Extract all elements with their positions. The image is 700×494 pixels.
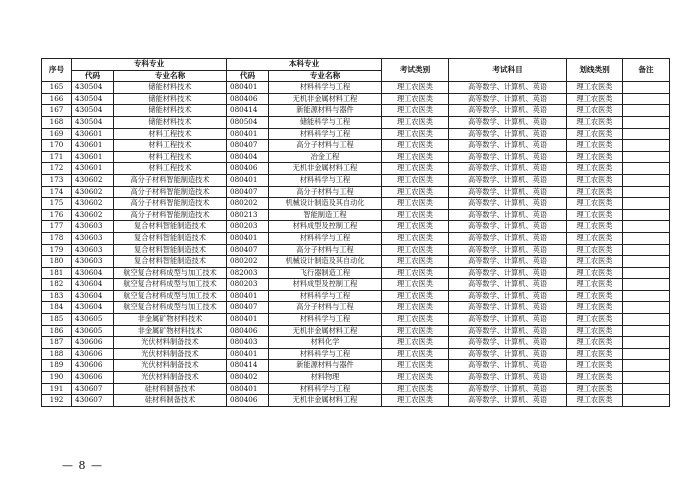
row-line-type: 理工农医类 — [567, 337, 623, 349]
row-line-type: 理工农医类 — [567, 209, 623, 221]
row-seq: 175 — [42, 198, 72, 210]
row-junior-name: 高分子材料智能制造技术 — [114, 174, 227, 186]
row-exam-subjects: 高等数学、计算机、英语 — [449, 348, 567, 360]
row-exam-type: 理工农医类 — [382, 395, 449, 407]
row-bachelor-code: 080406 — [227, 325, 269, 337]
header-junior-code: 代码 — [72, 70, 114, 82]
row-bachelor-code: 080202 — [227, 256, 269, 268]
row-exam-type: 理工农医类 — [382, 360, 449, 372]
row-junior-name: 复合材料智能制造技术 — [114, 221, 227, 233]
row-exam-type: 理工农医类 — [382, 209, 449, 221]
row-line-type: 理工农医类 — [567, 151, 623, 163]
row-seq: 189 — [42, 360, 72, 372]
row-bachelor-code: 080406 — [227, 163, 269, 175]
table-row — [42, 163, 670, 175]
row-bachelor-name: 无机非金属材料工程 — [269, 163, 382, 175]
row-bachelor-name: 无机非金属材料工程 — [269, 325, 382, 337]
header-exam-type: 考试类别 — [382, 59, 449, 82]
row-bachelor-name: 材料化学 — [269, 337, 382, 349]
row-remark — [623, 337, 670, 349]
row-bachelor-code: 080202 — [227, 198, 269, 210]
table-row — [42, 174, 670, 186]
row-exam-subjects: 高等数学、计算机、英语 — [449, 279, 567, 291]
row-remark — [623, 302, 670, 314]
row-remark — [623, 325, 670, 337]
table-row — [42, 372, 670, 384]
row-exam-subjects: 高等数学、计算机、英语 — [449, 128, 567, 140]
row-exam-subjects: 高等数学、计算机、英语 — [449, 256, 567, 268]
row-line-type: 理工农医类 — [567, 93, 623, 105]
row-exam-type: 理工农医类 — [382, 140, 449, 152]
row-bachelor-name: 无机非金属材料工程 — [269, 395, 382, 407]
row-remark — [623, 348, 670, 360]
row-seq: 188 — [42, 348, 72, 360]
row-bachelor-code: 080407 — [227, 186, 269, 198]
row-exam-subjects: 高等数学、计算机、英语 — [449, 244, 567, 256]
row-junior-code: 430603 — [72, 244, 114, 256]
row-junior-name: 复合材料智能制造技术 — [114, 232, 227, 244]
row-junior-code: 430504 — [72, 82, 114, 94]
row-bachelor-code: 080213 — [227, 209, 269, 221]
row-junior-name: 航空复合材料成型与加工技术 — [114, 267, 227, 279]
row-seq: 167 — [42, 105, 72, 117]
row-exam-subjects: 高等数学、计算机、英语 — [449, 314, 567, 326]
row-exam-type: 理工农医类 — [382, 302, 449, 314]
row-line-type: 理工农医类 — [567, 82, 623, 94]
row-remark — [623, 140, 670, 152]
table-row — [42, 151, 670, 163]
row-junior-name: 储能材料技术 — [114, 93, 227, 105]
table-row — [42, 383, 670, 395]
row-remark — [623, 151, 670, 163]
table-row — [42, 325, 670, 337]
row-seq: 177 — [42, 221, 72, 233]
row-junior-code: 430604 — [72, 267, 114, 279]
table-row — [42, 395, 670, 407]
table-row — [42, 267, 670, 279]
row-exam-subjects: 高等数学、计算机、英语 — [449, 116, 567, 128]
row-bachelor-name: 储能科学与工程 — [269, 116, 382, 128]
table-row — [42, 198, 670, 210]
row-seq: 186 — [42, 325, 72, 337]
row-exam-subjects: 高等数学、计算机、英语 — [449, 209, 567, 221]
row-bachelor-name: 无机非金属材料工程 — [269, 93, 382, 105]
row-seq: 187 — [42, 337, 72, 349]
row-remark — [623, 232, 670, 244]
row-exam-type: 理工农医类 — [382, 105, 449, 117]
row-junior-name: 储能材料技术 — [114, 116, 227, 128]
row-exam-subjects: 高等数学、计算机、英语 — [449, 140, 567, 152]
row-bachelor-code: 080203 — [227, 279, 269, 291]
row-exam-subjects: 高等数学、计算机、英语 — [449, 395, 567, 407]
row-remark — [623, 383, 670, 395]
row-junior-name: 复合材料智能制造技术 — [114, 244, 227, 256]
row-junior-code: 430606 — [72, 348, 114, 360]
table-row — [42, 93, 670, 105]
row-bachelor-code: 080407 — [227, 244, 269, 256]
row-exam-subjects: 高等数学、计算机、英语 — [449, 93, 567, 105]
row-bachelor-code: 080406 — [227, 93, 269, 105]
row-seq: 176 — [42, 209, 72, 221]
header-junior-major: 专科专业 — [72, 59, 227, 71]
row-seq: 165 — [42, 82, 72, 94]
page-number: — 8 — — [62, 459, 103, 472]
row-bachelor-name: 材料科学与工程 — [269, 314, 382, 326]
row-line-type: 理工农医类 — [567, 256, 623, 268]
row-exam-type: 理工农医类 — [382, 383, 449, 395]
row-exam-type: 理工农医类 — [382, 372, 449, 384]
table-row — [42, 140, 670, 152]
row-line-type: 理工农医类 — [567, 198, 623, 210]
row-junior-name: 航空复合材料成型与加工技术 — [114, 279, 227, 291]
row-remark — [623, 314, 670, 326]
row-exam-subjects: 高等数学、计算机、英语 — [449, 163, 567, 175]
table-row — [42, 232, 670, 244]
row-line-type: 理工农医类 — [567, 290, 623, 302]
row-bachelor-name: 材料科学与工程 — [269, 174, 382, 186]
row-bachelor-code: 080401 — [227, 314, 269, 326]
table-row — [42, 116, 670, 128]
row-remark — [623, 360, 670, 372]
row-junior-code: 430604 — [72, 279, 114, 291]
row-exam-subjects: 高等数学、计算机、英语 — [449, 383, 567, 395]
row-bachelor-code: 080203 — [227, 221, 269, 233]
row-bachelor-name: 机械设计制造及其自动化 — [269, 198, 382, 210]
table-row — [42, 290, 670, 302]
row-seq: 178 — [42, 232, 72, 244]
row-junior-code: 430604 — [72, 290, 114, 302]
row-junior-code: 430605 — [72, 314, 114, 326]
header-bachelor-name: 专业名称 — [269, 70, 382, 82]
row-exam-type: 理工农医类 — [382, 232, 449, 244]
row-junior-code: 430601 — [72, 163, 114, 175]
row-junior-code: 430602 — [72, 186, 114, 198]
row-bachelor-name: 高分子材料与工程 — [269, 244, 382, 256]
row-exam-subjects: 高等数学、计算机、英语 — [449, 232, 567, 244]
row-junior-code: 430504 — [72, 105, 114, 117]
row-exam-type: 理工农医类 — [382, 163, 449, 175]
row-exam-type: 理工农医类 — [382, 186, 449, 198]
row-bachelor-name: 材料科学与工程 — [269, 383, 382, 395]
row-bachelor-name: 材料科学与工程 — [269, 232, 382, 244]
header-junior-name: 专业名称 — [114, 70, 227, 82]
row-bachelor-name: 材料成型及控制工程 — [269, 279, 382, 291]
row-junior-code: 430601 — [72, 128, 114, 140]
row-junior-name: 硅材料制备技术 — [114, 395, 227, 407]
row-line-type: 理工农医类 — [567, 221, 623, 233]
row-bachelor-code: 080401 — [227, 383, 269, 395]
row-junior-code: 430606 — [72, 337, 114, 349]
row-remark — [623, 116, 670, 128]
header-exam-subjects: 考试科目 — [449, 59, 567, 82]
row-exam-type: 理工农医类 — [382, 325, 449, 337]
row-seq: 169 — [42, 128, 72, 140]
row-junior-name: 非金属矿物材料技术 — [114, 314, 227, 326]
row-exam-type: 理工农医类 — [382, 244, 449, 256]
row-junior-name: 复合材料智能制造技术 — [114, 256, 227, 268]
row-line-type: 理工农医类 — [567, 360, 623, 372]
row-exam-subjects: 高等数学、计算机、英语 — [449, 174, 567, 186]
row-line-type: 理工农医类 — [567, 314, 623, 326]
row-remark — [623, 174, 670, 186]
row-exam-subjects: 高等数学、计算机、英语 — [449, 290, 567, 302]
row-remark — [623, 267, 670, 279]
row-remark — [623, 290, 670, 302]
row-remark — [623, 372, 670, 384]
row-junior-code: 430601 — [72, 140, 114, 152]
row-exam-subjects: 高等数学、计算机、英语 — [449, 151, 567, 163]
row-seq: 182 — [42, 279, 72, 291]
row-exam-subjects: 高等数学、计算机、英语 — [449, 325, 567, 337]
row-exam-subjects: 高等数学、计算机、英语 — [449, 221, 567, 233]
row-exam-subjects: 高等数学、计算机、英语 — [449, 82, 567, 94]
row-junior-code: 430602 — [72, 174, 114, 186]
row-seq: 174 — [42, 186, 72, 198]
row-junior-name: 储能材料技术 — [114, 82, 227, 94]
row-bachelor-code: 080401 — [227, 348, 269, 360]
table-row — [42, 186, 670, 198]
row-junior-name: 光伏材料制备技术 — [114, 372, 227, 384]
row-line-type: 理工农医类 — [567, 105, 623, 117]
row-exam-type: 理工农医类 — [382, 151, 449, 163]
row-remark — [623, 279, 670, 291]
row-bachelor-code: 080401 — [227, 232, 269, 244]
row-junior-code: 430603 — [72, 221, 114, 233]
row-seq: 190 — [42, 372, 72, 384]
row-bachelor-name: 材料成型及控制工程 — [269, 221, 382, 233]
header-line-type: 划线类别 — [567, 59, 623, 82]
row-remark — [623, 244, 670, 256]
row-junior-name: 材料工程技术 — [114, 163, 227, 175]
row-exam-type: 理工农医类 — [382, 174, 449, 186]
row-bachelor-name: 飞行器制造工程 — [269, 267, 382, 279]
row-junior-name: 高分子材料智能制造技术 — [114, 198, 227, 210]
row-bachelor-name: 材料科学与工程 — [269, 348, 382, 360]
row-bachelor-code: 080407 — [227, 302, 269, 314]
row-remark — [623, 256, 670, 268]
row-seq: 173 — [42, 174, 72, 186]
row-junior-code: 430605 — [72, 325, 114, 337]
row-bachelor-name: 冶金工程 — [269, 151, 382, 163]
row-junior-code: 430607 — [72, 383, 114, 395]
row-exam-type: 理工农医类 — [382, 337, 449, 349]
row-line-type: 理工农医类 — [567, 244, 623, 256]
table-row — [42, 221, 670, 233]
row-bachelor-name: 材料科学与工程 — [269, 82, 382, 94]
row-seq: 183 — [42, 290, 72, 302]
row-remark — [623, 209, 670, 221]
row-exam-subjects: 高等数学、计算机、英语 — [449, 267, 567, 279]
row-bachelor-name: 新能源材料与器件 — [269, 105, 382, 117]
row-line-type: 理工农医类 — [567, 174, 623, 186]
row-bachelor-name: 高分子材料与工程 — [269, 140, 382, 152]
row-exam-type: 理工农医类 — [382, 221, 449, 233]
row-bachelor-name: 机械设计制造及其自动化 — [269, 256, 382, 268]
row-bachelor-code: 080402 — [227, 372, 269, 384]
row-exam-subjects: 高等数学、计算机、英语 — [449, 302, 567, 314]
row-junior-name: 光伏材料制备技术 — [114, 348, 227, 360]
row-junior-name: 光伏材料制备技术 — [114, 360, 227, 372]
row-line-type: 理工农医类 — [567, 279, 623, 291]
row-bachelor-name: 高分子材料与工程 — [269, 302, 382, 314]
row-bachelor-code: 080404 — [227, 151, 269, 163]
row-bachelor-code: 080407 — [227, 140, 269, 152]
row-bachelor-name: 新能源材料与器件 — [269, 360, 382, 372]
table-row — [42, 128, 670, 140]
row-exam-type: 理工农医类 — [382, 198, 449, 210]
row-junior-name: 材料工程技术 — [114, 151, 227, 163]
row-exam-subjects: 高等数学、计算机、英语 — [449, 186, 567, 198]
table-row — [42, 279, 670, 291]
row-bachelor-code: 082003 — [227, 267, 269, 279]
row-junior-name: 高分子材料智能制造技术 — [114, 186, 227, 198]
row-remark — [623, 163, 670, 175]
row-junior-name: 材料工程技术 — [114, 128, 227, 140]
row-seq: 171 — [42, 151, 72, 163]
row-exam-type: 理工农医类 — [382, 82, 449, 94]
row-junior-code: 430504 — [72, 116, 114, 128]
row-bachelor-code: 080401 — [227, 82, 269, 94]
row-junior-code: 430603 — [72, 232, 114, 244]
row-junior-name: 航空复合材料成型与加工技术 — [114, 302, 227, 314]
row-exam-type: 理工农医类 — [382, 279, 449, 291]
header-bachelor-code: 代码 — [227, 70, 269, 82]
row-bachelor-code: 080504 — [227, 116, 269, 128]
row-seq: 191 — [42, 383, 72, 395]
row-exam-subjects: 高等数学、计算机、英语 — [449, 360, 567, 372]
row-junior-name: 材料工程技术 — [114, 140, 227, 152]
table-row — [42, 314, 670, 326]
table-row — [42, 256, 670, 268]
row-remark — [623, 186, 670, 198]
row-line-type: 理工农医类 — [567, 348, 623, 360]
row-junior-code: 430604 — [72, 302, 114, 314]
row-bachelor-name: 材料科学与工程 — [269, 290, 382, 302]
row-junior-code: 430602 — [72, 198, 114, 210]
row-junior-code: 430504 — [72, 93, 114, 105]
header-remark: 备注 — [623, 59, 670, 82]
row-exam-type: 理工农医类 — [382, 348, 449, 360]
row-junior-name: 非金属矿物材料技术 — [114, 325, 227, 337]
row-exam-type: 理工农医类 — [382, 267, 449, 279]
row-line-type: 理工农医类 — [567, 140, 623, 152]
row-bachelor-name: 智能制造工程 — [269, 209, 382, 221]
row-remark — [623, 128, 670, 140]
row-seq: 179 — [42, 244, 72, 256]
row-line-type: 理工农医类 — [567, 302, 623, 314]
row-bachelor-code: 080414 — [227, 360, 269, 372]
row-bachelor-code: 080414 — [227, 105, 269, 117]
row-exam-subjects: 高等数学、计算机、英语 — [449, 372, 567, 384]
row-exam-type: 理工农医类 — [382, 256, 449, 268]
row-line-type: 理工农医类 — [567, 163, 623, 175]
row-bachelor-code: 080401 — [227, 128, 269, 140]
row-line-type: 理工农医类 — [567, 232, 623, 244]
row-junior-code: 430603 — [72, 256, 114, 268]
row-bachelor-name: 材料科学与工程 — [269, 128, 382, 140]
row-junior-code: 430607 — [72, 395, 114, 407]
table-row — [42, 360, 670, 372]
row-bachelor-code: 080401 — [227, 290, 269, 302]
row-seq: 170 — [42, 140, 72, 152]
row-seq: 184 — [42, 302, 72, 314]
row-junior-name: 光伏材料制备技术 — [114, 337, 227, 349]
table-row — [42, 244, 670, 256]
row-junior-name: 硅材料制备技术 — [114, 383, 227, 395]
row-remark — [623, 105, 670, 117]
table-row — [42, 82, 670, 94]
row-bachelor-code: 080401 — [227, 174, 269, 186]
row-seq: 168 — [42, 116, 72, 128]
table-row — [42, 302, 670, 314]
row-line-type: 理工农医类 — [567, 372, 623, 384]
row-remark — [623, 198, 670, 210]
table-row — [42, 209, 670, 221]
row-line-type: 理工农医类 — [567, 186, 623, 198]
row-line-type: 理工农医类 — [567, 383, 623, 395]
row-exam-type: 理工农医类 — [382, 290, 449, 302]
row-remark — [623, 93, 670, 105]
row-seq: 172 — [42, 163, 72, 175]
row-line-type: 理工农医类 — [567, 128, 623, 140]
row-bachelor-code: 080403 — [227, 337, 269, 349]
table-row — [42, 348, 670, 360]
row-seq: 166 — [42, 93, 72, 105]
row-line-type: 理工农医类 — [567, 325, 623, 337]
header-bachelor-major: 本科专业 — [227, 59, 382, 71]
header-seq: 序号 — [42, 59, 72, 82]
row-line-type: 理工农医类 — [567, 116, 623, 128]
row-seq: 185 — [42, 314, 72, 326]
row-exam-subjects: 高等数学、计算机、英语 — [449, 198, 567, 210]
row-junior-name: 航空复合材料成型与加工技术 — [114, 290, 227, 302]
row-bachelor-code: 080406 — [227, 395, 269, 407]
row-junior-code: 430606 — [72, 372, 114, 384]
row-remark — [623, 82, 670, 94]
row-line-type: 理工农医类 — [567, 267, 623, 279]
row-exam-subjects: 高等数学、计算机、英语 — [449, 337, 567, 349]
row-remark — [623, 395, 670, 407]
row-exam-type: 理工农医类 — [382, 128, 449, 140]
row-junior-name: 储能材料技术 — [114, 105, 227, 117]
row-line-type: 理工农医类 — [567, 395, 623, 407]
row-remark — [623, 221, 670, 233]
row-junior-code: 430606 — [72, 360, 114, 372]
row-seq: 180 — [42, 256, 72, 268]
row-bachelor-name: 材料物理 — [269, 372, 382, 384]
row-exam-type: 理工农医类 — [382, 314, 449, 326]
table-row — [42, 105, 670, 117]
row-junior-name: 高分子材料智能制造技术 — [114, 209, 227, 221]
row-seq: 181 — [42, 267, 72, 279]
row-junior-code: 430602 — [72, 209, 114, 221]
row-bachelor-name: 高分子材料与工程 — [269, 186, 382, 198]
row-exam-type: 理工农医类 — [382, 93, 449, 105]
majors-table — [41, 58, 670, 407]
row-exam-subjects: 高等数学、计算机、英语 — [449, 105, 567, 117]
row-junior-code: 430601 — [72, 151, 114, 163]
row-seq: 192 — [42, 395, 72, 407]
row-exam-type: 理工农医类 — [382, 116, 449, 128]
table-row — [42, 337, 670, 349]
